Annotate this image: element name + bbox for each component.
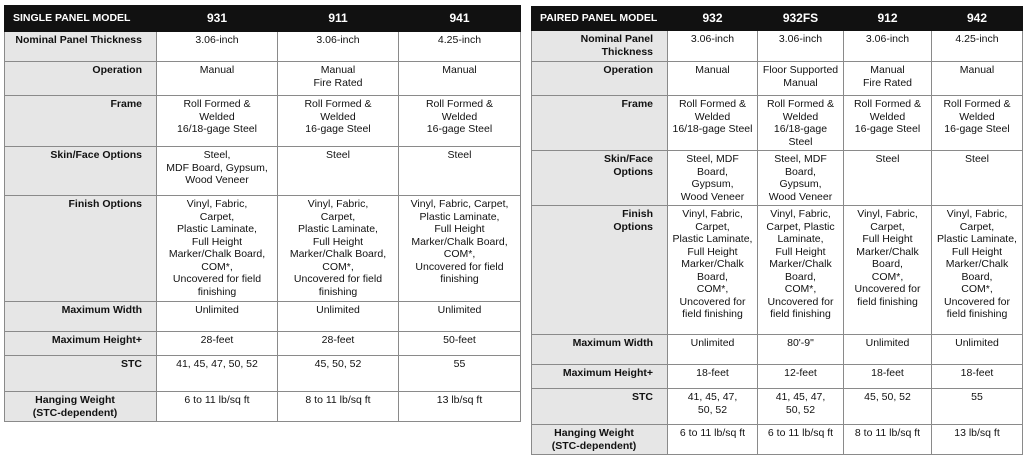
cell: 6 to 11 lb/sq ft <box>668 425 758 455</box>
row-label: Maximum Height+ <box>532 365 668 389</box>
cell: Steel <box>399 147 521 196</box>
model-932-header: 932 <box>668 7 758 31</box>
table-row <box>5 96 521 147</box>
row-label: Frame <box>532 96 668 151</box>
model-941-header: 941 <box>399 6 521 32</box>
row-label: Finish Options <box>5 196 157 302</box>
cell: Roll Formed & Welded 16/18-gage Steel <box>758 96 844 151</box>
cell: Manual <box>399 62 521 96</box>
table-row <box>5 332 521 356</box>
cell: 45, 50, 52 <box>844 389 932 425</box>
cell: Unlimited <box>278 302 399 332</box>
table-row <box>5 196 521 302</box>
table-row <box>532 62 1023 96</box>
row-label: Operation <box>532 62 668 96</box>
table-row <box>5 147 521 196</box>
cell: Unlimited <box>157 302 278 332</box>
cell: Manual <box>668 62 758 96</box>
cell: Unlimited <box>399 302 521 332</box>
cell: Vinyl, Fabric, Carpet, Plastic Laminate, Full Height Marker/Chalk Board, COM*, Uncovered for field finishing <box>668 206 758 335</box>
cell: 55 <box>399 356 521 392</box>
cell: Vinyl, Fabric, Carpet, Plastic Laminate, Full Height Marker/Chalk Board, COM*, Uncovered for field finishing <box>758 206 844 335</box>
row-label: Hanging Weight (STC-dependent) <box>5 392 157 422</box>
cell: 18-feet <box>668 365 758 389</box>
cell: 80'-9" <box>758 335 844 365</box>
cell: 8 to 11 lb/sq ft <box>844 425 932 455</box>
row-label: Hanging Weight (STC-dependent) <box>532 425 668 455</box>
paired-panel-model-header: PAIRED PANEL MODEL <box>532 7 668 31</box>
row-label: Finish Options <box>532 206 668 335</box>
cell: Unlimited <box>844 335 932 365</box>
table-row <box>532 206 1023 335</box>
cell: Roll Formed & Welded 16-gage Steel <box>278 96 399 147</box>
row-label: Operation <box>5 62 157 96</box>
cell: Vinyl, Fabric, Carpet, Full Height Marker/Chalk Board, COM*, Uncovered for field finishing <box>844 206 932 335</box>
table-row <box>5 356 521 392</box>
row-label: Skin/Face Options <box>5 147 157 196</box>
cell: 13 lb/sq ft <box>932 425 1023 455</box>
cell: Roll Formed & Welded 16-gage Steel <box>932 96 1023 151</box>
cell: Vinyl, Fabric, Carpet, Plastic Laminate, Full Height Marker/Chalk Board, COM*, Uncovered for field finishing <box>157 196 278 302</box>
cell: Manual Fire Rated <box>278 62 399 96</box>
cell: Vinyl, Fabric, Carpet, Plastic Laminate, Full Height Marker/Chalk Board, COM*, Uncovered for field finishing <box>278 196 399 302</box>
table-row <box>532 425 1023 455</box>
table-row <box>5 302 521 332</box>
single-panel-table <box>4 5 521 422</box>
cell: 18-feet <box>932 365 1023 389</box>
model-932fs-header: 932FS <box>758 7 844 31</box>
cell: 41, 45, 47, 50, 52 <box>758 389 844 425</box>
row-label: Maximum Width <box>5 302 157 332</box>
cell: Steel, MDF Board, Gypsum, Wood Veneer <box>668 151 758 206</box>
cell: Manual <box>932 62 1023 96</box>
table-row <box>532 151 1023 206</box>
single-panel-model-header: SINGLE PANEL MODEL <box>5 6 157 32</box>
paired-panel-table <box>531 6 1023 455</box>
cell: 41, 45, 47, 50, 52 <box>668 389 758 425</box>
cell: 3.06-inch <box>278 32 399 62</box>
cell: 45, 50, 52 <box>278 356 399 392</box>
cell: Manual <box>157 62 278 96</box>
row-label: Frame <box>5 96 157 147</box>
cell: Steel, MDF Board, Gypsum, Wood Veneer <box>758 151 844 206</box>
header-row <box>532 7 1023 31</box>
cell: 12-feet <box>758 365 844 389</box>
table-row <box>532 96 1023 151</box>
cell: 3.06-inch <box>758 31 844 62</box>
table-row <box>5 392 521 422</box>
model-912-header: 912 <box>844 7 932 31</box>
cell: 28-feet <box>157 332 278 356</box>
cell: Roll Formed & Welded 16/18-gage Steel <box>668 96 758 151</box>
row-label: Nominal Panel Thickness <box>5 32 157 62</box>
cell: Vinyl, Fabric, Carpet, Plastic Laminate, Full Height Marker/Chalk Board, COM*, Uncovered for field finishing <box>932 206 1023 335</box>
model-942-header: 942 <box>932 7 1023 31</box>
cell: Steel <box>278 147 399 196</box>
row-label: Maximum Height+ <box>5 332 157 356</box>
cell: 6 to 11 lb/sq ft <box>157 392 278 422</box>
cell: 41, 45, 47, 50, 52 <box>157 356 278 392</box>
cell: Unlimited <box>932 335 1023 365</box>
cell: 8 to 11 lb/sq ft <box>278 392 399 422</box>
table-row <box>532 335 1023 365</box>
table-row <box>532 389 1023 425</box>
cell: 18-feet <box>844 365 932 389</box>
cell: Roll Formed & Welded 16-gage Steel <box>844 96 932 151</box>
table-row <box>5 32 521 62</box>
cell: Roll Formed & Welded 16-gage Steel <box>399 96 521 147</box>
cell: 50-feet <box>399 332 521 356</box>
cell: 3.06-inch <box>157 32 278 62</box>
cell: Floor Supported Manual <box>758 62 844 96</box>
cell: Steel, MDF Board, Gypsum, Wood Veneer <box>157 147 278 196</box>
cell: Roll Formed & Welded 16/18-gage Steel <box>157 96 278 147</box>
cell: 28-feet <box>278 332 399 356</box>
cell: Unlimited <box>668 335 758 365</box>
cell: Vinyl, Fabric, Carpet, Plastic Laminate, Full Height Marker/Chalk Board, COM*, Uncovered for field finishing <box>399 196 521 302</box>
cell: 13 lb/sq ft <box>399 392 521 422</box>
cell: 3.06-inch <box>668 31 758 62</box>
model-931-header: 931 <box>157 6 278 32</box>
row-label: Skin/Face Options <box>532 151 668 206</box>
cell: Steel <box>844 151 932 206</box>
cell: 3.06-inch <box>844 31 932 62</box>
row-label: STC <box>532 389 668 425</box>
cell: 6 to 11 lb/sq ft <box>758 425 844 455</box>
row-label: Maximum Width <box>532 335 668 365</box>
table-row <box>532 365 1023 389</box>
cell: Manual Fire Rated <box>844 62 932 96</box>
cell: Steel <box>932 151 1023 206</box>
row-label: Nominal Panel Thickness <box>532 31 668 62</box>
cell: 55 <box>932 389 1023 425</box>
model-911-header: 911 <box>278 6 399 32</box>
header-row <box>5 6 521 32</box>
cell: 4.25-inch <box>932 31 1023 62</box>
cell: 4.25-inch <box>399 32 521 62</box>
table-row <box>5 62 521 96</box>
table-row <box>532 31 1023 62</box>
row-label: STC <box>5 356 157 392</box>
